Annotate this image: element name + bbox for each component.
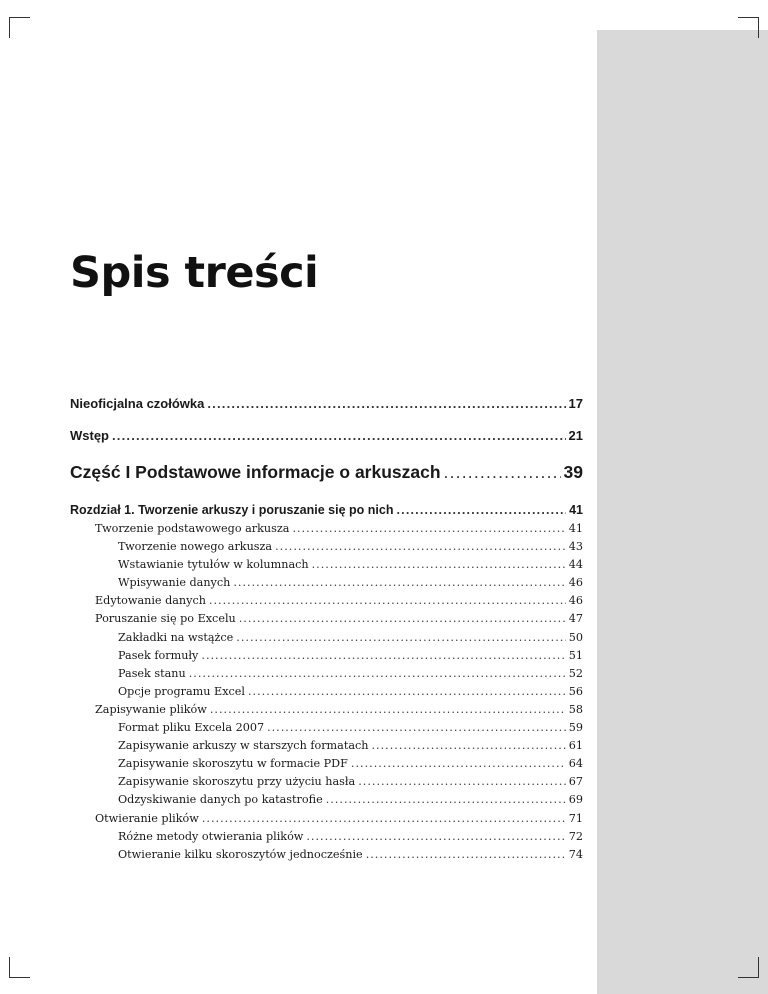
page-side-strip (597, 30, 768, 994)
toc-entry-label: Odzyskiwanie danych po katastrofie (118, 793, 323, 807)
toc-leader-dots (396, 503, 566, 517)
toc-entry-page: 58 (568, 702, 583, 716)
toc-entry-subsection[interactable] (70, 685, 583, 703)
toc-entry-page: 69 (568, 793, 583, 807)
toc-leader-dots (248, 685, 566, 698)
toc-entry-label: Zakładki na wstążce (118, 630, 234, 644)
toc-entry-label: Wstęp (70, 428, 109, 443)
toc-leader-dots (210, 703, 566, 716)
toc-entry-label: Opcje programu Excel (118, 684, 245, 698)
toc-leader-dots (112, 428, 566, 443)
toc-leader-dots (326, 793, 566, 806)
toc-entry-page: 46 (568, 594, 583, 608)
toc-entry-front[interactable] (70, 396, 583, 414)
toc-entry-subsection[interactable] (70, 739, 583, 757)
toc-entry-section[interactable] (70, 594, 583, 612)
toc-entry-subsection[interactable] (70, 649, 583, 667)
toc-entry-label: Format pliku Excela 2007 (118, 721, 265, 735)
toc-entry-page: 51 (568, 648, 583, 662)
toc-leader-dots (292, 522, 565, 535)
toc-entry-label: Tworzenie nowego arkusza (118, 540, 273, 554)
toc-entry-label: Część I Podstawowe informacje o arkuszach (70, 462, 441, 482)
toc-entry-page: 56 (568, 684, 583, 698)
toc-leader-dots (209, 594, 566, 607)
toc-leader-dots (236, 631, 565, 644)
toc-leader-dots (366, 848, 566, 861)
toc-entry-label: Wstawianie tytułów w kolumnach (118, 558, 309, 572)
toc-entry-page: 67 (568, 775, 583, 789)
toc-entry-label: Pasek formuły (118, 648, 199, 662)
toc-entry-page: 39 (563, 462, 583, 482)
page-title: Spis treści (70, 248, 319, 298)
toc-entry-label: Zapisywanie plików (95, 702, 207, 716)
toc-entry-page: 43 (568, 540, 583, 554)
toc-entry-label: Otwieranie plików (95, 811, 199, 825)
toc-entry-label: Zapisywanie skoroszytu w formacie PDF (118, 757, 348, 771)
toc-entry-page: 46 (568, 576, 583, 590)
crop-mark-top-right (738, 17, 759, 38)
crop-mark-bottom-left (9, 957, 30, 978)
toc-entry-subsection[interactable] (70, 631, 583, 649)
crop-mark-top-left (9, 17, 30, 38)
toc-entry-subsection[interactable] (70, 540, 583, 558)
toc-entry-page: 74 (568, 847, 583, 861)
toc-entry-subsection[interactable] (70, 848, 583, 866)
toc-entry-label: Tworzenie podstawowego arkusza (95, 522, 290, 535)
toc-entry-section[interactable] (70, 612, 583, 630)
toc-entry-page: 21 (568, 428, 583, 443)
toc-entry-subsection[interactable] (70, 721, 583, 739)
toc-front-matter-2 (70, 428, 583, 446)
toc-part (70, 462, 583, 486)
toc-leader-dots (371, 739, 565, 752)
toc-entry-page: 41 (568, 522, 583, 535)
toc-entry-page: 72 (568, 829, 583, 843)
toc-entry-label: Wpisywanie danych (118, 576, 231, 590)
toc-entry-label: Nieoficjalna czołówka (70, 396, 205, 411)
toc-entry-page: 61 (568, 739, 583, 753)
toc-entry-subsection[interactable] (70, 757, 583, 775)
toc-entry-subsection[interactable] (70, 667, 583, 685)
toc-entry-page: 71 (568, 811, 583, 825)
toc-entry-page: 44 (568, 558, 583, 572)
toc-entry-section[interactable] (70, 522, 583, 540)
toc-entry-section[interactable] (70, 812, 583, 830)
toc-leader-dots (202, 812, 566, 825)
toc-entry-label: Zapisywanie arkuszy w starszych formatach (118, 739, 369, 753)
toc-entry-subsection[interactable] (70, 576, 583, 594)
toc-entry-label: Różne metody otwierania plików (118, 829, 304, 843)
toc-leader-dots (267, 721, 566, 734)
toc-leader-dots (312, 558, 566, 571)
toc-entry-page: 41 (569, 503, 583, 517)
toc-leader-dots (189, 667, 566, 680)
crop-mark-bottom-right (738, 957, 759, 978)
toc-entry-subsection[interactable] (70, 793, 583, 811)
toc-leader-dots (358, 775, 566, 788)
toc-entry-label: Rozdział 1. Tworzenie arkuszy i poruszanie się po nich (70, 503, 394, 517)
toc-entry-label: Zapisywanie skoroszytu przy użyciu hasła (118, 775, 356, 789)
toc-leader-dots (207, 396, 565, 411)
toc-entry-section[interactable] (70, 703, 583, 721)
toc-leader-dots (351, 757, 566, 770)
toc-entry-subsection[interactable] (70, 830, 583, 848)
toc-entry-page: 17 (568, 396, 583, 411)
toc-entry-subsection[interactable] (70, 775, 583, 793)
toc-leader-dots (239, 612, 566, 625)
toc-entry-label: Otwieranie kilku skoroszytów jednocześnie (118, 847, 363, 861)
toc-entry-front[interactable] (70, 428, 583, 446)
toc-section-list (70, 522, 583, 866)
toc-entry-page: 59 (568, 721, 583, 735)
toc-entry-page: 52 (568, 666, 583, 680)
toc-front-matter (70, 396, 583, 414)
toc-entry-label: Poruszanie się po Excelu (95, 612, 236, 626)
toc-entry-label: Edytowanie danych (95, 594, 206, 608)
toc-leader-dots (233, 576, 565, 589)
toc-entry-page: 50 (568, 630, 583, 644)
toc-leader-dots (275, 540, 566, 553)
toc-leader-dots (201, 649, 565, 662)
toc-entry-label: Pasek stanu (118, 666, 186, 680)
toc-entry-part[interactable] (70, 462, 583, 486)
toc-entry-page: 64 (568, 757, 583, 771)
toc-leader-dots (306, 830, 565, 843)
toc-chapter (70, 503, 583, 521)
toc-leader-dots (444, 462, 561, 483)
toc-entry-subsection[interactable] (70, 558, 583, 576)
toc-entry-page: 47 (568, 612, 583, 626)
toc-entry-chapter[interactable] (70, 503, 583, 521)
